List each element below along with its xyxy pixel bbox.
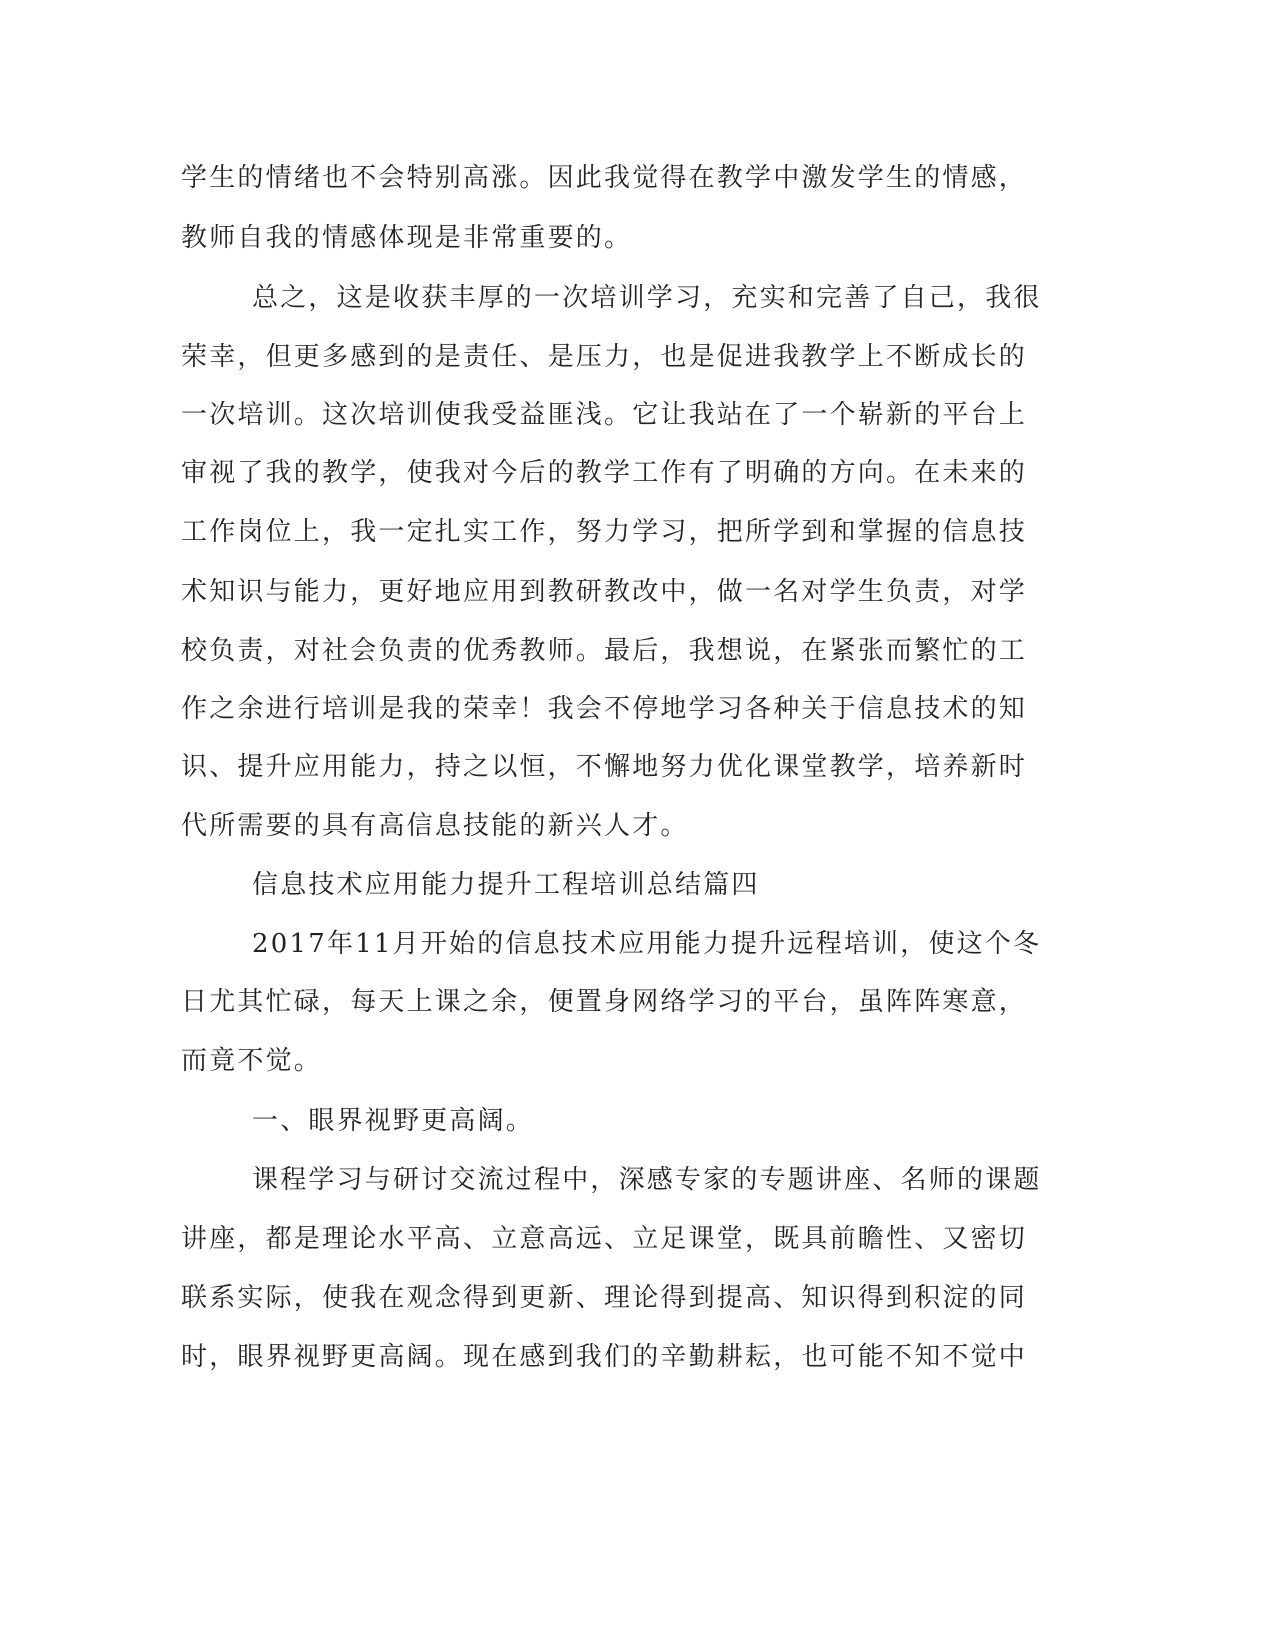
text-line: 总之，这是收获丰厚的一次培训学习，充实和完善了自己，我很: [252, 283, 1042, 313]
text-line: 而竟不觉。: [181, 1046, 323, 1076]
text-line: 校负责，对社会负责的优秀教师。最后，我想说，在紧张而繁忙的工: [181, 636, 1028, 666]
text-line: 识、提升应用能力，持之以恒，不懈地努力优化课堂教学，培养新时: [181, 752, 1028, 782]
section-heading: 信息技术应用能力提升工程培训总结篇四: [252, 870, 760, 900]
text-line: 联系实际，使我在观念得到更新、理论得到提高、知识得到积淀的同: [181, 1283, 1028, 1313]
text-line: 学生的情绪也不会特别高涨。因此我觉得在教学中激发学生的情感，: [181, 163, 1028, 193]
text-line: 作之余进行培训是我的荣幸！我会不停地学习各种关于信息技术的知: [181, 694, 1028, 724]
text-line: 工作岗位上，我一定扎实工作，努力学习，把所学到和掌握的信息技: [181, 517, 1028, 547]
text-line: 荣幸，但更多感到的是责任、是压力，也是促进我教学上不断成长的: [181, 342, 1028, 372]
text-line: 审视了我的教学，使我对今后的教学工作有了明确的方向。在未来的: [181, 458, 1028, 488]
text-line: 课程学习与研讨交流过程中，深感专家的专题讲座、名师的课题: [252, 1165, 1042, 1195]
text-line: 术知识与能力，更好地应用到教研教改中，做一名对学生负责，对学: [181, 577, 1028, 607]
text-line: 教师自我的情感体现是非常重要的。: [181, 223, 633, 253]
text-line: 代所需要的具有高信息技能的新兴人才。: [181, 811, 689, 841]
text-line: 一、眼界视野更高阔。: [252, 1106, 535, 1136]
text-line: 日尤其忙碌，每天上课之余，便置身网络学习的平台，虽阵阵寒意，: [181, 987, 1028, 1017]
text-line: 时，眼界视野更高阔。现在感到我们的辛勤耕耘，也可能不知不觉中: [181, 1342, 1028, 1372]
text-line: 讲座，都是理论水平高、立意高远、立足课堂，既具前瞻性、又密切: [181, 1224, 1028, 1254]
text-line: 2017年11月开始的信息技术应用能力提升远程培训，使这个冬: [252, 929, 1042, 959]
text-line: 一次培训。这次培训使我受益匪浅。它让我站在了一个崭新的平台上: [181, 400, 1028, 430]
